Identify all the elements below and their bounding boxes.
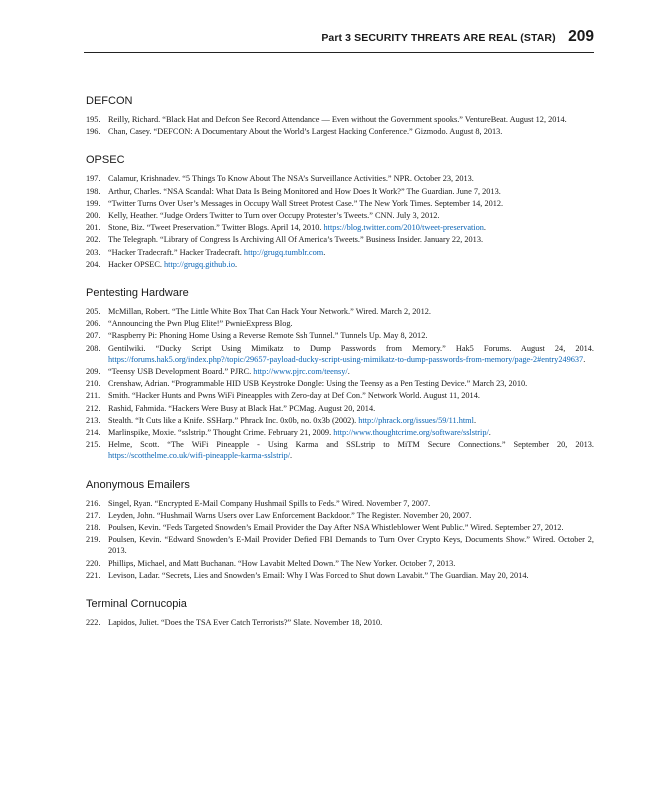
reference-entry [86, 366, 594, 377]
reference-link[interactable]: https://forums.hak5.org/index.php?/topic/29657-payload-ducky-script-using-mimikatz-to-dump-passwords-from-memory/page-2#entry249637 [108, 354, 584, 364]
reference-entry [86, 534, 594, 556]
reference-number: 195. [86, 115, 101, 124]
reference-entry [86, 114, 594, 125]
reference-entry [86, 318, 594, 329]
reference-number: 210. [86, 379, 101, 389]
part-label: Part 3 SECURITY THREATS ARE REAL (STAR) [321, 32, 556, 44]
reference-number: 216. [86, 498, 101, 508]
reference-entry [86, 198, 594, 209]
section-heading: Anonymous Emailers [86, 478, 190, 491]
reference-number: 214. [86, 428, 101, 438]
reference-list [86, 114, 594, 137]
reference-text: Lapidos, Juliet. “Does the TSA Ever Catch Terrorists?” Slate. November 18, 2010. [108, 618, 383, 628]
reference-section [86, 598, 594, 628]
reference-text: Phillips, Michael, and Matt Buchanan. “How Lavabit Melted Down.” The New Yorker. October 7, 2013. [108, 558, 456, 568]
reference-entry [86, 259, 594, 270]
references-content [86, 95, 594, 645]
reference-text: Poulsen, Kevin. “Feds Targeted Snowden’s Email Provider the Day After NSA Whistleblower Went Public.” Wired. September 27, 2012. [108, 523, 564, 533]
reference-number: 222. [86, 618, 101, 628]
reference-number: 204. [86, 259, 101, 269]
reference-number: 196. [86, 127, 101, 137]
reference-number: 213. [86, 415, 101, 425]
reference-entry [86, 439, 594, 461]
reference-number: 217. [86, 510, 101, 520]
reference-entry [86, 173, 594, 184]
section-heading: Pentesting Hardware [86, 287, 189, 300]
reference-text: “Raspberry Pi: Phoning Home Using a Reverse Remote Ssh Tunnel.” Tunnels Up. May 8, 2012. [108, 331, 428, 341]
reference-section [86, 479, 594, 581]
reference-link[interactable]: http://grugq.github.io [164, 259, 235, 269]
reference-number: 209. [86, 367, 101, 377]
reference-text: Singel, Ryan. “Encrypted E-Mail Company Hushmail Spills to Feds.” Wired. November 7, 2007. [108, 498, 431, 508]
reference-punctuation: . [235, 259, 238, 269]
reference-entry [86, 378, 594, 389]
reference-text: “Twitter Turns Over User’s Messages in Occupy Wall Street Protest Case.” The New York Times. September 14, 2012. [108, 198, 504, 208]
reference-number: 215. [86, 440, 101, 450]
reference-entry [86, 306, 594, 317]
reference-section [86, 95, 594, 137]
reference-text: “Announcing the Pwn Plug Elite!” PwnieExpress Blog. [108, 319, 293, 329]
reference-link[interactable]: https://scotthelme.co.uk/wifi-pineapple-karma-sslstrip/ [108, 451, 291, 461]
reference-number: 205. [86, 307, 101, 317]
reference-punctuation: . [583, 354, 586, 364]
reference-number: 197. [86, 174, 101, 184]
reference-text: Chan, Casey. “DEFCON: A Documentary About the World’s Largest Hacking Conference.” Gizmodo. August 8, 2013. [108, 127, 503, 137]
header-rule [84, 52, 594, 53]
reference-number: 199. [86, 198, 101, 208]
reference-text: Smith. “Hacker Hunts and Pwns WiFi Pineapples with Zero-day at Def Con.” Network World. August 11, 2014. [108, 391, 480, 401]
reference-number: 208. [86, 343, 101, 353]
reference-entry [86, 558, 594, 569]
reference-punctuation: . [483, 223, 486, 233]
section-heading: OPSEC [86, 154, 125, 167]
reference-number: 202. [86, 235, 101, 245]
reference-number: 198. [86, 186, 101, 196]
reference-list [86, 173, 594, 270]
reference-entry [86, 498, 594, 509]
reference-number: 203. [86, 247, 101, 257]
reference-entry [86, 522, 594, 533]
reference-list [86, 498, 594, 581]
running-header [0, 28, 594, 46]
reference-number: 207. [86, 331, 101, 341]
reference-text: Stealth. “It Cuts like a Knife. SSHarp.” Phrack Inc. 0x0b, no. 0x3b (2002). [108, 415, 359, 425]
reference-punctuation: . [347, 367, 350, 377]
reference-list [86, 617, 594, 628]
reference-punctuation: . [488, 428, 491, 438]
reference-number: 219. [86, 535, 101, 545]
reference-entry [86, 222, 594, 233]
reference-text: Stone, Biz. “Tweet Preservation.” Twitter Blogs. April 14, 2010. [108, 223, 324, 233]
reference-entry [86, 186, 594, 197]
reference-text: “Teensy USB Development Board.” PJRC. [108, 367, 254, 377]
reference-entry [86, 126, 594, 137]
reference-entry [86, 210, 594, 221]
page-number: 209 [568, 28, 594, 45]
reference-entry [86, 390, 594, 401]
reference-entry [86, 234, 594, 245]
reference-text: Gentilwiki. “Ducky Script Using Mimikatz to Dump Passwords from Memory.” Hak5 Forums. August 24, 2014. [108, 343, 594, 353]
reference-entry [86, 343, 594, 365]
reference-text: Rashid, Fahmida. “Hackers Were Busy at Black Hat.” PCMag. August 20, 2014. [108, 403, 376, 413]
reference-entry [86, 403, 594, 414]
reference-entry [86, 617, 594, 628]
reference-text: Hacker OPSEC. [108, 259, 164, 269]
reference-entry [86, 247, 594, 258]
reference-entry [86, 415, 594, 426]
reference-text: Helme, Scott. “The WiFi Pineapple - Using Karma and SSLstrip to MiTM Secure Connections.” September 20, 2013. [108, 440, 594, 450]
reference-text: Reilly, Richard. “Black Hat and Defcon See Record Attendance — Even without the Government spooks.” VentureBeat. August 12, 2014. [108, 115, 567, 124]
reference-text: Kelly, Heather. “Judge Orders Twitter to Turn over Occupy Protester’s Tweets.” CNN. July 3, 2012. [108, 211, 440, 221]
reference-text: Poulsen, Kevin. “Edward Snowden’s E-Mail Provider Defied FBI Demands to Turn Over Crypto Keys, Documents Show.” Wired. October 2, 2013. [108, 535, 594, 556]
reference-section [86, 154, 594, 270]
section-heading: DEFCON [86, 95, 133, 107]
reference-section [86, 287, 594, 462]
reference-text: Leyden, John. “Hushmail Warns Users over Law Enforcement Backdoor.” The Register. November 20, 2007. [108, 510, 472, 520]
reference-number: 211. [86, 391, 101, 401]
reference-text: The Telegraph. “Library of Congress Is Archiving All Of America’s Tweets.” Business Insider. January 22, 2013. [108, 235, 484, 245]
reference-text: Arthur, Charles. “NSA Scandal: What Data Is Being Monitored and How Does It Work?” The Guardian. June 7, 2013. [108, 186, 501, 196]
reference-text: McMillan, Robert. “The Little White Box That Can Hack Your Network.” Wired. March 2, 2012. [108, 307, 431, 317]
reference-text: Marlinspike, Moxie. “sslstrip.” Thought Crime. February 21, 2009. [108, 428, 334, 438]
reference-entry [86, 510, 594, 521]
reference-number: 212. [86, 403, 101, 413]
reference-text: “Hacker Tradecraft.” Hacker Tradecraft. [108, 247, 244, 257]
reference-link[interactable]: http://phrack.org/issues/59/11.html [358, 415, 474, 425]
reference-entry [86, 570, 594, 581]
reference-number: 221. [86, 570, 101, 580]
reference-link[interactable]: http://www.pjrc.com/teensy/ [253, 367, 348, 377]
reference-punctuation: . [473, 415, 477, 425]
reference-entry [86, 330, 594, 341]
reference-number: 220. [86, 558, 101, 568]
reference-number: 218. [86, 523, 101, 533]
reference-punctuation: . [290, 451, 293, 461]
section-heading: Terminal Cornucopia [86, 598, 187, 611]
reference-link[interactable]: https://blog.twitter.com/2010/tweet-preservation [323, 223, 484, 233]
reference-link[interactable]: http://grugq.tumblr.com [243, 247, 324, 257]
reference-punctuation: . [323, 247, 326, 257]
reference-text: Calamur, Krishnadev. “5 Things To Know About The NSA’s Surveillance Activities.” NPR. October 23, 2013. [108, 174, 474, 184]
reference-link[interactable]: http://www.thoughtcrime.org/software/sslstrip/ [333, 428, 489, 438]
reference-number: 200. [86, 211, 101, 221]
reference-number: 201. [86, 223, 101, 233]
reference-number: 206. [86, 319, 101, 329]
reference-list [86, 306, 594, 462]
reference-entry [86, 427, 594, 438]
reference-text: Levison, Ladar. “Secrets, Lies and Snowden’s Email: Why I Was Forced to Shut down Lavabit.” The Guardian. May 20, 2014. [108, 570, 529, 580]
reference-text: Crenshaw, Adrian. “Programmable HID USB Keystroke Dongle: Using the Teensy as a Pen Testing Device.” March 23, 2010. [108, 379, 528, 389]
